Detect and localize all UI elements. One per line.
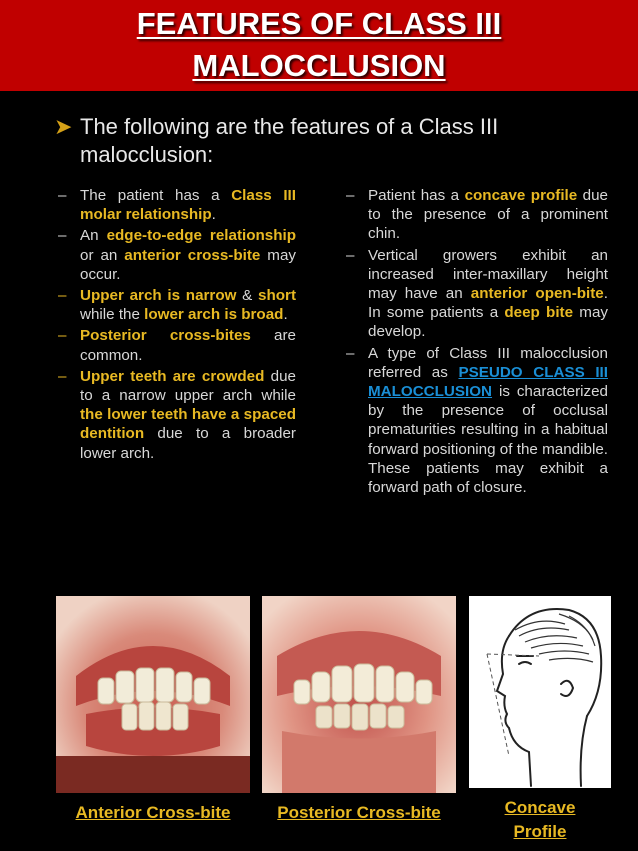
posterior-crossbite-photo bbox=[262, 596, 456, 793]
highlighted-term: Upper arch is narrow bbox=[80, 287, 237, 305]
feature-text: or an bbox=[80, 246, 125, 264]
feature-text: The patient has a bbox=[80, 187, 232, 204]
feature-item bbox=[346, 344, 608, 498]
feature-text: . bbox=[283, 306, 288, 324]
feature-text: A type of Class III malocclusion referred as bbox=[368, 344, 608, 381]
feature-item bbox=[346, 186, 608, 244]
caption-anterior-crossbite: Anterior Cross-bite bbox=[75, 803, 231, 822]
feature-text: due to a broader lower arch. bbox=[80, 425, 296, 462]
left-feature-list bbox=[58, 186, 296, 465]
feature-text: & bbox=[236, 287, 259, 305]
feature-text: Vertical growers exhibit an increased inter-maxillary height may have an bbox=[368, 246, 608, 303]
feature-item bbox=[58, 226, 296, 284]
highlighted-term: the lower teeth have a spaced dentition bbox=[80, 406, 296, 443]
feature-item bbox=[58, 367, 296, 463]
pseudo-class-iii-link[interactable]: PSEUDO CLASS III MALOCCLUSION bbox=[368, 363, 608, 401]
highlighted-term: lower arch is broad bbox=[144, 306, 284, 324]
caption-concave-line-2: Profile bbox=[513, 822, 567, 841]
caption-concave-profile bbox=[469, 796, 611, 844]
feature-text: . bbox=[211, 206, 216, 224]
feature-text: due to a narrow upper arch while bbox=[80, 367, 297, 405]
concave-profile-drawing bbox=[469, 596, 611, 788]
feature-text: while the bbox=[80, 306, 145, 324]
highlighted-term: Posterior cross-bites bbox=[80, 327, 251, 345]
feature-text: is characterized by the presence of occlusal prematurities resulting in a habitual forward positioning of the mandible. These patients may exhibit a forward path of closure. bbox=[368, 383, 608, 497]
feature-text: are common. bbox=[80, 327, 296, 364]
slide-title-line-1: FEATURES OF CLASS III bbox=[136, 6, 502, 41]
feature-item bbox=[58, 286, 296, 324]
feature-item bbox=[346, 246, 608, 342]
feature-text: An bbox=[80, 227, 107, 245]
dash-bullet-icon: – bbox=[58, 187, 67, 204]
feature-text: may develop. bbox=[368, 304, 608, 341]
title-bar bbox=[0, 0, 638, 91]
right-feature-list bbox=[346, 186, 608, 499]
dash-bullet-icon: – bbox=[346, 187, 355, 204]
arrow-bullet-icon: ➤ bbox=[54, 114, 73, 139]
feature-text: due to the presence of a prominent chin. bbox=[368, 187, 608, 243]
dash-bullet-icon: – bbox=[58, 367, 67, 385]
caption-posterior-crossbite: Posterior Cross-bite bbox=[277, 803, 441, 822]
slide-title-line-2: MALOCCLUSION bbox=[192, 48, 446, 83]
dash-bullet-icon: – bbox=[58, 327, 67, 345]
highlighted-term: concave profile bbox=[464, 187, 578, 204]
highlighted-term: anterior cross-bite bbox=[124, 246, 261, 264]
feature-item bbox=[58, 186, 296, 224]
dash-bullet-icon: – bbox=[58, 287, 67, 305]
highlighted-term: short bbox=[258, 287, 297, 305]
dash-bullet-icon: – bbox=[58, 227, 67, 245]
feature-text: may occur. bbox=[80, 246, 296, 283]
highlighted-term: Class III molar relationship bbox=[80, 187, 296, 224]
highlighted-term: deep bite bbox=[504, 304, 574, 322]
feature-text: Patient has a bbox=[368, 187, 465, 204]
dash-bullet-icon: – bbox=[346, 344, 355, 362]
dash-bullet-icon: – bbox=[346, 246, 355, 264]
intro-paragraph bbox=[54, 113, 614, 169]
highlighted-term: anterior open-bite bbox=[470, 285, 604, 303]
highlighted-term: edge-to-edge relationship bbox=[106, 227, 296, 245]
highlighted-term: Upper teeth are crowded bbox=[80, 367, 265, 385]
anterior-crossbite-photo bbox=[56, 596, 250, 793]
caption-concave-line-1: Concave bbox=[504, 798, 576, 817]
feature-item bbox=[58, 326, 296, 364]
feature-text: . In some patients a bbox=[368, 285, 608, 322]
intro-text: The following are the features of a Class III malocclusion: bbox=[80, 114, 499, 167]
